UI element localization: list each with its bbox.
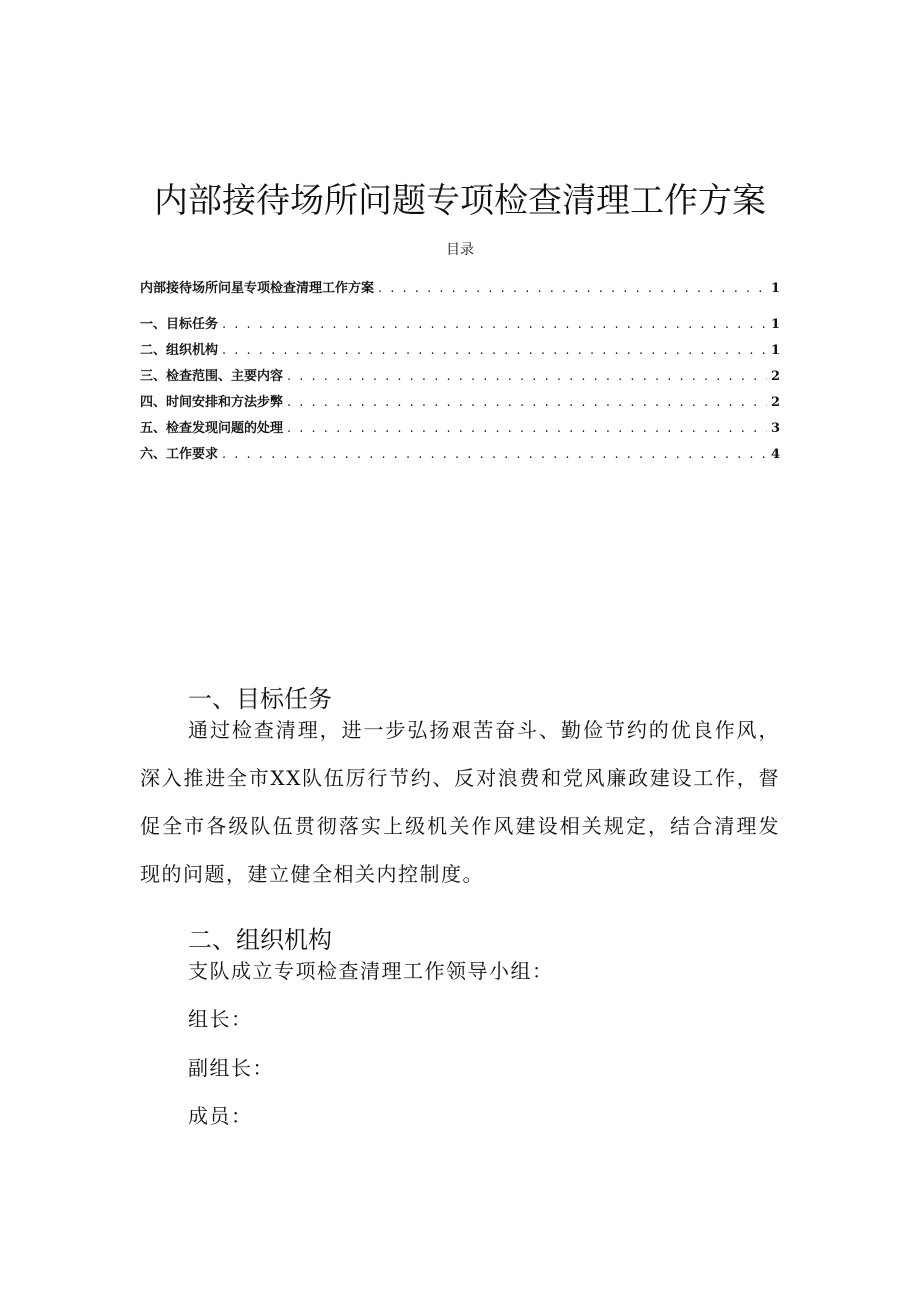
toc-entry-page: 1 xyxy=(770,317,780,332)
role-deputy-leader: 副组长： xyxy=(188,1056,274,1080)
toc-leader-dots xyxy=(287,420,767,438)
toc-leader-dots xyxy=(378,280,767,298)
toc-entry-page: 3 xyxy=(770,421,780,436)
toc-entry-page: 1 xyxy=(770,281,780,296)
role-members: 成员： xyxy=(188,1104,253,1128)
toc-leader-dots xyxy=(287,368,767,386)
section-heading-organization: 二、组织机构 xyxy=(188,925,332,954)
toc-entry-label: 六、工作要求 xyxy=(140,447,219,462)
toc-entry-page: 2 xyxy=(770,369,780,384)
section-paragraph-goals: 通过检查清理，进一步弘扬艰苦奋斗、勤俭节约的优良作风，深入推进全市XX队伍厉行节约、反对浪费和党风廉政建设工作，督促全市各级队伍贯彻落实上级机关作风建设相关规定，结合清理发现的问题，建立健全相关内控制度。 xyxy=(140,718,780,886)
section-heading-goals: 一、目标任务 xyxy=(188,684,332,713)
toc-leader-dots xyxy=(222,342,767,360)
toc-entry-label: 一、目标任务 xyxy=(140,317,219,332)
document-title: 内部接待场所问题专项检查清理工作方案 xyxy=(154,180,766,221)
toc-leader-dots xyxy=(222,446,767,464)
toc-entry-page: 1 xyxy=(770,343,780,358)
toc-entry[interactable] xyxy=(140,394,780,420)
toc-heading: 目录 xyxy=(446,242,474,258)
toc-entry[interactable] xyxy=(140,420,780,446)
organization-intro: 支队成立专项检查清理工作领导小组： xyxy=(188,959,554,983)
table-of-contents xyxy=(140,280,780,472)
toc-entry[interactable] xyxy=(140,342,780,368)
toc-entry-label: 五、检查发现问题的处理 xyxy=(140,421,284,436)
toc-entry[interactable] xyxy=(140,446,780,472)
toc-entry-page: 2 xyxy=(770,395,780,410)
toc-entry-label: 三、检查范围、主要内容 xyxy=(140,369,284,384)
toc-entry-label: 四、时间安排和方法步弊 xyxy=(140,395,284,410)
toc-leader-dots xyxy=(287,394,767,412)
toc-entry[interactable] xyxy=(140,316,780,342)
toc-entry[interactable] xyxy=(140,280,780,316)
toc-leader-dots xyxy=(222,316,767,334)
toc-entry-label: 二、组织机构 xyxy=(140,343,219,358)
toc-entry-page: 4 xyxy=(770,447,780,462)
toc-entry[interactable] xyxy=(140,368,780,394)
toc-entry-label: 内部接待场所问星专项检查清理工作方案 xyxy=(140,281,375,296)
role-leader: 组长： xyxy=(188,1007,253,1031)
